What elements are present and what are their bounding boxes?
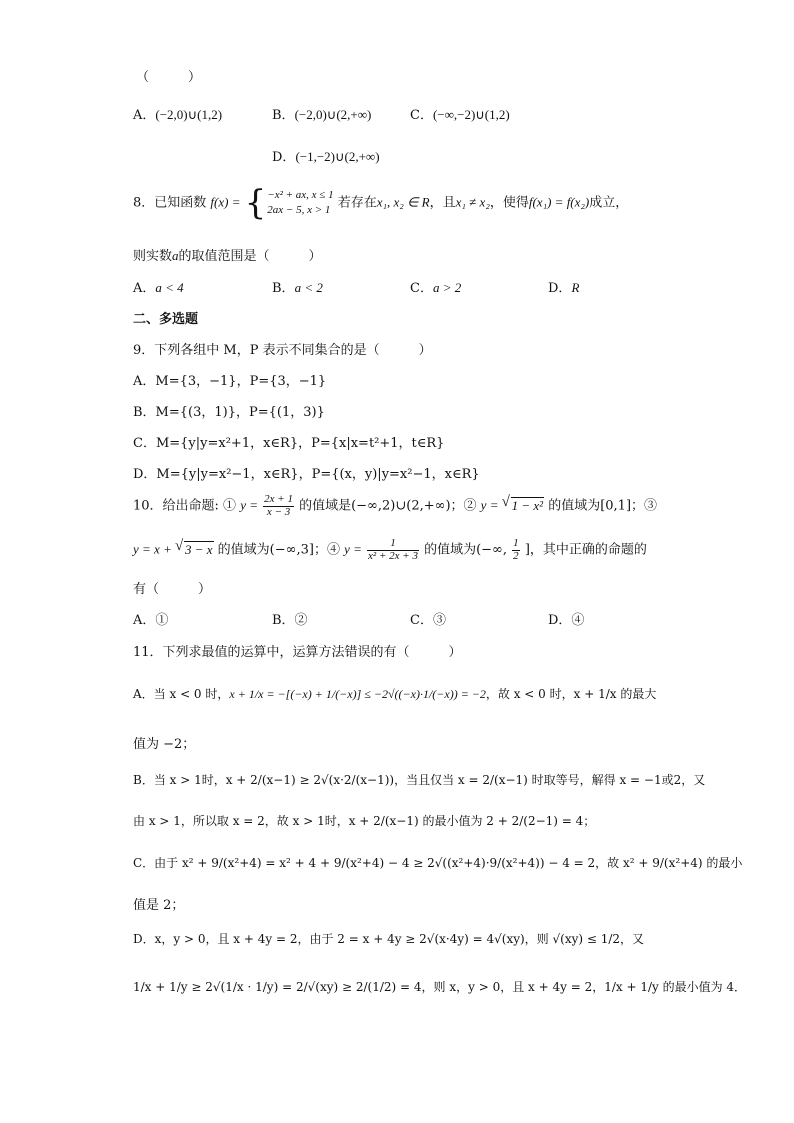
q11-option-a-line2: 值为 −2； (133, 737, 196, 752)
q11-option-b-line1: B．当 x > 1时，x + 2/(x−1) ≥ 2√(x·2/(x−1))，当且仅当 x = 2/(x−1) 时取等号，解得 x = −1或2，又 (133, 773, 706, 787)
q8-stem: 8．已知函数 f(x) = { −x² + ax, x ≤ 1 2ax − 5, x > 1 若存在x₁, x₂ ∈ R，且x₁ ≠ x₂，使得f(x₁) = f(x₂)成立， (133, 183, 629, 223)
q11-option-c-line1: C．由于 x² + 9/(x²+4) = x² + 4 + 9/(x²+4) − 4 ≥ 2√((x²+4)·9/(x²+4)) − 4 = 2，故 x² + 9/(x²+4) 的最小 (133, 856, 743, 870)
q9-option-b: B．M={(3，1)}，P={(1，3)} (133, 405, 325, 420)
q11-stem: 11．下列求最值的运算中，运算方法错误的有（ ） (133, 645, 462, 660)
q11-option-d-line2: 1/x + 1/y ≥ 2√(1/x · 1/y) = 2/√(xy) ≥ 2/(1/2) = 4，则 x，y > 0，且 x + 4y = 2，1/x + 1/y 的最小值为 4． (133, 980, 747, 994)
q9-stem: 9．下列各组中 M，P 表示不同集合的是（ ） (133, 343, 432, 358)
section-heading-multi-choice: 二、多选题 (133, 312, 199, 327)
q7-option-b: B．(−2,0)∪(2,+∞) (272, 107, 372, 123)
q9-option-a: A．M={3，−1}，P={3，−1} (133, 374, 327, 389)
q9-option-d: D．M={y|y=x²−1，x∈R}，P={(x，y)|y=x²−1，x∈R} (133, 467, 480, 482)
q11-option-b-line2: 由 x > 1，所以取 x = 2，故 x > 1时，x + 2/(x−1) 的最小值为 2 + 2/(2−1) = 4； (133, 814, 596, 828)
q11-option-a-line1: A．当 x < 0 时，x + 1/x = −[(−x) + 1/(−x)] ≤ −2√((−x)·1/(−x)) = −2，故 x < 0 时，x + 1/x 的最大 (133, 687, 657, 701)
q7-option-d: D．(−1,−2)∪(2,+∞) (272, 149, 380, 165)
q7-option-a: A．(−2,0)∪(1,2) (133, 107, 223, 123)
q8-stem-line2: 则实数a的取值范围是（ ） (133, 248, 322, 264)
q10-stem-line1: 10．给出命题: ① y = $\frac{2x + 1}{x - 3}$ 的值域是(−∞,2)∪(2,+∞)；② y = √ 1 − x² 的值域为[0,1]；③ (133, 494, 657, 518)
q10-option-a: A．① (133, 613, 169, 628)
q10-stem-line2: y = x + √ 3 − x 的值域为(−∞,3]；④ y = $\frac{1}{\text{x² + 2x + 3}}$ 的值域为(−∞, $\frac{1}{2}$ ]，其中正确的命题的 (133, 538, 647, 562)
q8-option-b: B．a < 2 (272, 280, 323, 296)
q10-option-b: B．② (272, 613, 308, 628)
q9-option-c: C．M={y|y=x²+1，x∈R}，P={x|x=t²+1，t∈R} (133, 436, 445, 451)
q11-option-c-line2: 值是 2； (133, 898, 185, 913)
q7-paren: （ ） (136, 70, 202, 85)
q11-option-d-line1: D．x，y > 0，且 x + 4y = 2，由于 2 = x + 4y ≥ 2√(x·4y) = 4√(xy)，则 √(xy) ≤ 1/2，又 (133, 932, 645, 946)
q8-option-a: A．a < 4 (133, 280, 184, 296)
q7-option-c: C．(−∞,−2)∪(1,2) (410, 107, 510, 123)
q10-option-c: C．③ (410, 613, 446, 628)
q10-stem-line3: 有（ ） (133, 582, 212, 597)
q8-option-c: C．a > 2 (410, 280, 462, 296)
q10-option-d: D．④ (548, 613, 585, 628)
q8-option-d: D．R (548, 280, 580, 296)
